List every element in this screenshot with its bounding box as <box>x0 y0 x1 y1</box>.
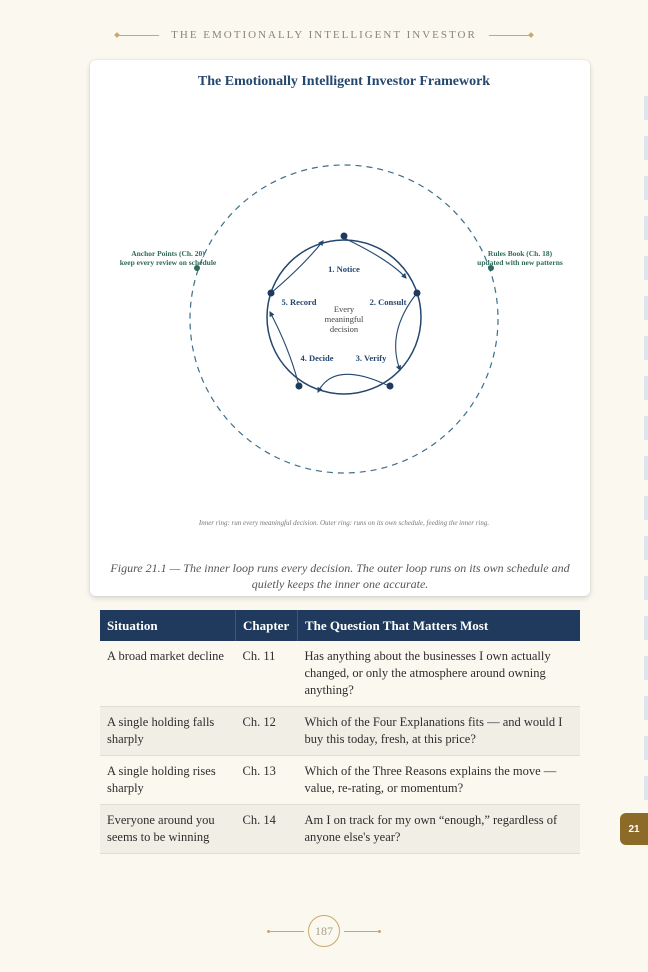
center-text-line-2: meaningful <box>324 314 364 324</box>
center-text-line-1: Every <box>333 304 355 314</box>
anchor-points-label-1: Anchor Points (Ch. 20) <box>131 249 205 258</box>
header-ornament-left <box>115 33 159 37</box>
header-question: The Question That Matters Most <box>298 610 581 641</box>
step-notice: 1. Notice <box>328 264 360 274</box>
cell-chapter: Ch. 14 <box>236 805 298 854</box>
step-decide: 4. Decide <box>300 353 334 363</box>
cell-question: Which of the Three Reasons explains the move — value, re-rating, or momentum? <box>298 756 581 805</box>
page-number-footer <box>0 915 648 947</box>
running-title: THE EMOTIONALLY INTELLIGENT INVESTOR <box>171 29 477 41</box>
table-header-row <box>100 610 580 641</box>
cell-question: Which of the Four Explanations fits — and would I buy this today, fresh, at this price? <box>298 707 581 756</box>
anchor-points-label-2: keep every review on schedule <box>119 258 217 267</box>
chapter-tab[interactable]: 21 <box>620 813 648 845</box>
cell-chapter: Ch. 11 <box>236 641 298 707</box>
arc-record-notice <box>271 241 323 293</box>
header-chapter: Chapter <box>236 610 298 641</box>
cell-question: Am I on track for my own “enough,” regardless of anyone else's year? <box>298 805 581 854</box>
table-row <box>100 805 580 854</box>
situation-table <box>100 610 580 854</box>
cell-situation: Everyone around you seems to be winning <box>100 805 236 854</box>
header-situation: Situation <box>100 610 236 641</box>
step-verify: 3. Verify <box>355 353 387 363</box>
table-row <box>100 756 580 805</box>
page-number: 187 <box>308 915 340 947</box>
figure-title: The Emotionally Intelligent Investor Framework <box>197 74 491 89</box>
cell-chapter: Ch. 12 <box>236 707 298 756</box>
figure-caption: Figure 21.1 — The inner loop runs every decision. The outer loop runs on its own schedule and quietly keeps the inner one accurate. <box>110 561 570 591</box>
node-verify <box>387 383 394 390</box>
rules-book-label-1: Rules Book (Ch. 18) <box>487 249 553 258</box>
step-record: 5. Record <box>281 297 317 307</box>
node-decide <box>296 383 303 390</box>
cell-situation: A single holding falls sharply <box>100 707 236 756</box>
center-text-line-3: decision <box>329 324 359 334</box>
cell-situation: A broad market decline <box>100 641 236 707</box>
node-notice <box>341 233 348 240</box>
arc-verify-decide <box>318 374 389 392</box>
cell-chapter: Ch. 13 <box>236 756 298 805</box>
header-ornament-right <box>489 33 533 37</box>
rules-book-label-2: updated with new patterns <box>477 258 563 267</box>
running-header <box>0 26 648 44</box>
framework-diagram <box>90 60 590 560</box>
diagram-note: Inner ring: run every meaningful decision. Outer ring: runs on its own schedule, feeding the inner ring. <box>198 519 490 527</box>
cell-question: Has anything about the businesses I own actually changed, or only the atmosphere around owning anything? <box>298 641 581 707</box>
figure-card <box>90 60 590 596</box>
table-row <box>100 707 580 756</box>
step-consult: 2. Consult <box>369 297 407 307</box>
node-consult <box>414 290 421 297</box>
node-record <box>268 290 275 297</box>
table-row <box>100 641 580 707</box>
cell-situation: A single holding rises sharply <box>100 756 236 805</box>
